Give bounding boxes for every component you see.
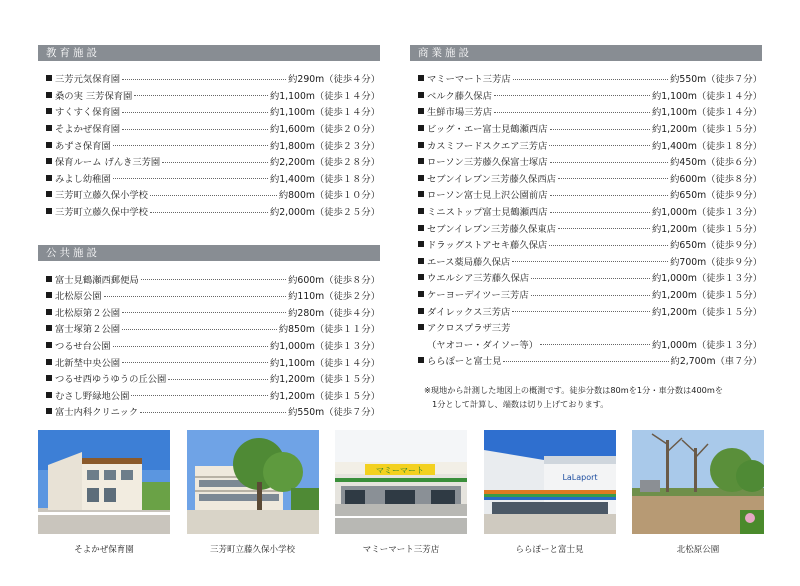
facility-name: ミニストップ富士見鶴瀬西店 <box>427 207 548 219</box>
facility-name: アクロスプラザ三芳 <box>427 323 511 335</box>
dot-leader <box>494 95 650 96</box>
facility-row <box>46 370 380 387</box>
square-bullet-icon <box>46 92 52 98</box>
photo-caption: 北松原公園 <box>676 545 720 555</box>
square-bullet-icon <box>418 75 424 81</box>
facility-distance: 約1,200m（徒歩１５分） <box>651 290 762 302</box>
facility-distance: 約700m（徒歩９分） <box>670 256 762 268</box>
facility-distance: 約1,400m（徒歩１８分） <box>269 173 380 185</box>
education-list <box>38 70 380 219</box>
facility-row <box>418 70 762 87</box>
square-bullet-icon <box>418 92 424 98</box>
square-bullet-icon <box>418 125 424 131</box>
facility-distance: 約1,200m（徒歩１５分） <box>651 306 762 318</box>
facility-distance: 約850m（徒歩１１分） <box>278 324 380 336</box>
dot-leader <box>540 344 650 345</box>
facility-distance: 約1,100m（徒歩１４分） <box>269 107 380 119</box>
square-bullet-icon <box>418 308 424 314</box>
facility-name: ローソン富士見上沢公園前店 <box>427 190 548 202</box>
facility-distance: 約550m（徒歩７分） <box>670 74 762 86</box>
photo-strip <box>38 430 764 555</box>
facility-distance: 約2,000m（徒歩２５分） <box>269 207 380 219</box>
dot-leader <box>531 295 650 296</box>
square-bullet-icon <box>418 357 424 363</box>
facility-name: マミーマート三芳店 <box>427 74 511 86</box>
public-list <box>38 270 380 419</box>
dot-leader <box>104 296 287 297</box>
dot-leader <box>494 112 650 113</box>
facility-name: むさし野緑地公園 <box>55 390 130 402</box>
square-bullet-icon <box>46 208 52 214</box>
facility-distance: 約2,200m（徒歩２８分） <box>269 157 380 169</box>
facility-row <box>418 286 762 303</box>
photo-caption: そよかぜ保育園 <box>74 545 134 555</box>
dot-leader <box>122 79 286 80</box>
facility-name: つるせ西ゆうゆうの丘公園 <box>55 374 167 386</box>
note-line: ※現地から計測した地図上の概測です。徒歩分数は80mを1分・車分数は400mを <box>424 384 724 395</box>
square-bullet-icon <box>46 191 52 197</box>
facility-distance: 約1,800m（徒歩２３分） <box>269 140 380 152</box>
facility-name: 三芳町立藤久保中学校 <box>55 207 148 219</box>
facility-name: あずさ保育園 <box>55 140 111 152</box>
facility-row <box>418 253 762 270</box>
photo-caption: ららぽーと富士見 <box>515 545 584 555</box>
photo-caption: 三芳町立藤久保小学校 <box>209 545 295 555</box>
dot-leader <box>122 329 277 330</box>
square-bullet-icon <box>46 309 52 315</box>
dot-leader <box>122 129 268 130</box>
facility-row <box>46 153 380 170</box>
dot-leader <box>550 162 669 163</box>
square-bullet-icon <box>418 108 424 114</box>
facility-row <box>418 120 762 137</box>
square-bullet-icon <box>46 325 52 331</box>
commercial-list <box>410 70 762 369</box>
dot-leader <box>549 145 650 146</box>
square-bullet-icon <box>46 175 52 181</box>
facility-distance: 約1,000m（徒歩１３分） <box>651 339 762 351</box>
facility-distance: 約1,000m（徒歩１３分） <box>269 341 380 353</box>
facility-row <box>418 87 762 104</box>
facility-name: カスミフードスクエア三芳店 <box>427 140 548 152</box>
facility-distance: 約1,200m（徒歩１５分） <box>269 374 380 386</box>
facility-row <box>46 387 380 404</box>
facility-row <box>418 203 762 220</box>
photo-park <box>632 430 764 555</box>
photo-school <box>187 430 319 555</box>
photo-nursery <box>38 430 170 555</box>
facility-distance: 約1,100m（徒歩１４分） <box>269 357 380 369</box>
facility-row <box>46 70 380 87</box>
dot-leader <box>558 228 650 229</box>
education-heading: 教育施設 <box>38 45 380 61</box>
dot-leader <box>162 162 268 163</box>
facility-name: ドラッグストアセキ藤久保店 <box>427 240 548 252</box>
dot-leader <box>150 195 277 196</box>
square-bullet-icon <box>418 175 424 181</box>
facility-name: 富士内科クリニック <box>55 407 139 419</box>
facility-name: （ヤオコー・ダイソー等） <box>427 339 539 351</box>
facility-distance: 約1,200m（徒歩１５分） <box>269 390 380 402</box>
dot-leader <box>512 261 668 262</box>
shopping-mall-photo <box>484 430 616 534</box>
facility-distance: 約1,400m（徒歩１８分） <box>651 140 762 152</box>
dot-leader <box>141 279 286 280</box>
facility-name: セブンイレブン三芳藤久保西店 <box>427 173 556 185</box>
facility-name: 北松原公園 <box>55 291 102 303</box>
facility-row <box>46 120 380 137</box>
square-bullet-icon <box>46 342 52 348</box>
facility-row <box>46 136 380 153</box>
facility-name: ケーヨーデイツー三芳店 <box>427 290 529 302</box>
facility-name: 保育ルーム げんき三芳園 <box>55 157 161 169</box>
facility-name: ウエルシア三芳藤久保店 <box>427 273 530 285</box>
facility-row <box>46 304 380 321</box>
square-bullet-icon <box>418 191 424 197</box>
facility-name: セブンイレブン三芳藤久保東店 <box>427 223 556 235</box>
dot-leader <box>134 95 268 96</box>
facility-distance: 約1,100m（徒歩１４分） <box>651 90 762 102</box>
square-bullet-icon <box>46 392 52 398</box>
facility-name: 桑の実 三芳保育園 <box>55 90 133 102</box>
facility-distance: 約600m（徒歩８分） <box>670 173 762 185</box>
left-column <box>38 45 380 420</box>
dot-leader <box>113 346 268 347</box>
facility-name: すくすく保育園 <box>55 107 121 119</box>
dot-leader <box>113 145 268 146</box>
dot-leader <box>550 212 650 213</box>
facility-row <box>46 320 380 337</box>
facility-distance: 約1,200m（徒歩１５分） <box>651 124 762 136</box>
supermarket-photo <box>335 430 467 534</box>
facility-distance: 約1,100m（徒歩１４分） <box>651 107 762 119</box>
facility-name: 三芳町立藤久保小学校 <box>55 190 148 202</box>
square-bullet-icon <box>46 276 52 282</box>
facility-name: ローソン三芳藤久保富士塚店 <box>427 157 548 169</box>
right-column <box>410 45 762 411</box>
square-bullet-icon <box>46 359 52 365</box>
facility-distance: 約1,600m（徒歩２０分） <box>269 124 380 136</box>
dot-leader <box>558 178 668 179</box>
facility-distance: 約290m（徒歩４分） <box>288 74 380 86</box>
dot-leader <box>531 278 650 279</box>
store-sign: マミーマート <box>376 466 424 475</box>
facility-row <box>418 236 762 253</box>
nursery-building-photo <box>38 430 170 534</box>
dot-leader <box>113 178 268 179</box>
facility-row <box>46 203 380 220</box>
facility-distance: 約650m（徒歩９分） <box>670 190 762 202</box>
square-bullet-icon <box>46 125 52 131</box>
square-bullet-icon <box>46 142 52 148</box>
dot-leader <box>122 312 286 313</box>
dot-leader <box>513 79 668 80</box>
distance-note <box>410 383 762 411</box>
facility-name: エース薬局藤久保店 <box>427 256 511 268</box>
facility-name: ららぽーと富士見 <box>427 356 502 368</box>
facility-row <box>46 87 380 104</box>
dot-leader <box>503 361 668 362</box>
facility-row <box>418 219 762 236</box>
square-bullet-icon <box>418 142 424 148</box>
dot-leader <box>512 311 650 312</box>
public-heading: 公共施設 <box>38 245 380 261</box>
facility-distance: 約600m（徒歩８分） <box>288 274 380 286</box>
square-bullet-icon <box>46 158 52 164</box>
facility-name: 生鮮市場三芳店 <box>427 107 493 119</box>
facility-row <box>418 319 762 336</box>
facility-distance: 約1,000m（徒歩１３分） <box>651 207 762 219</box>
facility-name: みよし幼稚園 <box>55 173 111 185</box>
facility-distance: 約650m（徒歩９分） <box>670 240 762 252</box>
facility-row <box>418 352 762 369</box>
dot-leader <box>549 245 668 246</box>
facility-distance: 約1,000m（徒歩１３分） <box>651 273 762 285</box>
dot-leader <box>122 112 268 113</box>
facility-row <box>418 186 762 203</box>
facility-distance: 約1,200m（徒歩１５分） <box>651 223 762 235</box>
facility-name: ダイレックス三芳店 <box>427 306 511 318</box>
dot-leader <box>550 129 650 130</box>
park-photo <box>632 430 764 534</box>
photo-caption: マミーマート三芳店 <box>362 545 440 555</box>
square-bullet-icon <box>418 258 424 264</box>
facility-row <box>418 302 762 319</box>
square-bullet-icon <box>46 292 52 298</box>
square-bullet-icon <box>418 225 424 231</box>
photo-mall <box>484 430 616 555</box>
dot-leader <box>168 379 268 380</box>
facility-row <box>46 403 380 420</box>
facility-name: ベルク藤久保店 <box>427 90 492 102</box>
facility-distance: 約110m（徒歩２分） <box>288 291 380 303</box>
facility-distance: 約800m（徒歩１０分） <box>278 190 380 202</box>
facility-name: 富士塚第２公園 <box>55 324 121 336</box>
photo-supermarket <box>335 430 467 555</box>
square-bullet-icon <box>418 241 424 247</box>
facility-row <box>418 153 762 170</box>
facility-row <box>46 170 380 187</box>
dot-leader <box>122 362 268 363</box>
square-bullet-icon <box>46 108 52 114</box>
square-bullet-icon <box>418 208 424 214</box>
facility-row <box>46 287 380 304</box>
dot-leader <box>550 195 669 196</box>
commercial-heading: 商業施設 <box>410 45 762 61</box>
facility-row <box>46 353 380 370</box>
facility-row <box>46 337 380 354</box>
note-line: 1分として計算し、端数は切り上げております。 <box>432 398 609 409</box>
facility-row <box>418 136 762 153</box>
facility-name: ビッグ・エー富士見鶴瀬西店 <box>427 124 548 136</box>
square-bullet-icon <box>46 408 52 414</box>
facility-row <box>46 103 380 120</box>
square-bullet-icon <box>418 274 424 280</box>
square-bullet-icon <box>418 158 424 164</box>
facility-row <box>418 170 762 187</box>
facility-row <box>418 103 762 120</box>
square-bullet-icon <box>46 75 52 81</box>
square-bullet-icon <box>46 375 52 381</box>
dot-leader <box>140 412 286 413</box>
facility-distance: 約1,100m（徒歩１４分） <box>269 90 380 102</box>
mall-sign: LaLaport <box>561 473 598 482</box>
dot-leader <box>150 212 268 213</box>
square-bullet-icon <box>418 291 424 297</box>
facility-distance: 約280m（徒歩４分） <box>288 307 380 319</box>
facility-name: そよかぜ保育園 <box>55 124 121 136</box>
facility-name: 富士見鶴瀬西郵便局 <box>55 274 139 286</box>
facility-name: 北松原第２公園 <box>55 307 121 319</box>
dot-leader <box>131 395 268 396</box>
facility-row <box>46 186 380 203</box>
facility-row <box>418 336 762 353</box>
facility-row <box>418 269 762 286</box>
facility-distance: 約2,700m（車７分） <box>670 356 762 368</box>
facility-distance: 約550m（徒歩７分） <box>288 407 380 419</box>
facility-name: 三芳元気保育園 <box>55 74 121 86</box>
facility-name: つるせ台公園 <box>55 341 111 353</box>
facility-distance: 約450m（徒歩６分） <box>670 157 762 169</box>
facility-row <box>46 270 380 287</box>
school-building-photo <box>187 430 319 534</box>
square-bullet-icon <box>418 324 424 330</box>
facility-name: 北新埜中央公園 <box>55 357 121 369</box>
